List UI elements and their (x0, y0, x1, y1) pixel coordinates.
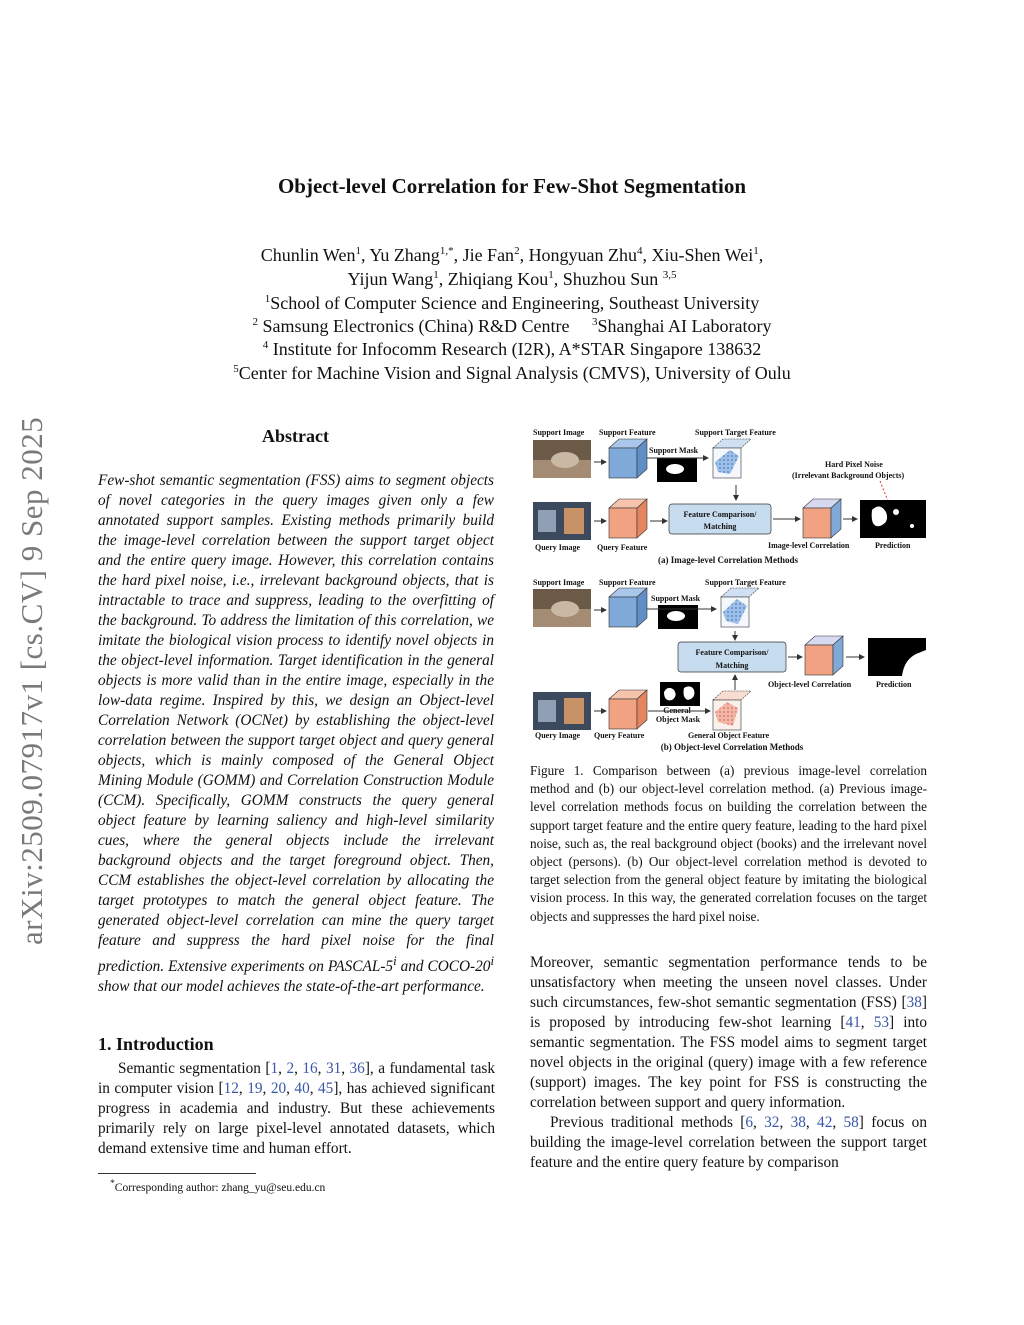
fig-a-label-support-mask: Support Mask (649, 446, 699, 455)
fig-a-mask-blob (666, 464, 684, 474)
aff-text: Center for Machine Vision and Signal Analysis (CMVS), University of Oulu (238, 363, 791, 383)
abstract-heading: Abstract (262, 426, 329, 446)
author-line-2: Yijun Wang$^1$, Zhiqiang Kou$^1$, Shuzhou Sun $^{3,5}$ (347, 269, 677, 289)
affiliation-4 (0, 334, 1024, 361)
citation-link[interactable]: 38 (790, 1114, 806, 1131)
abstract-sup: i (490, 954, 494, 968)
fig-b-label-correlation: Object-level Correlation (768, 680, 852, 689)
fig-a-noise-dot (893, 509, 899, 515)
author-sup: 1 (433, 269, 439, 281)
fig-a-label-query-feature: Query Feature (597, 543, 648, 552)
fig-a-query-person (538, 510, 556, 532)
fig-b-label-support-feature: Support Feature (599, 578, 656, 587)
fig-a-fcm-label-2: Matching (703, 522, 737, 531)
fig-b-label-general-mask: General (663, 706, 691, 715)
fig-b-subcaption: (b) Object-level Correlation Methods (660, 742, 804, 752)
aff-sup: 3 (592, 316, 598, 328)
author-sup: 1 (548, 269, 554, 281)
author-name: Chunlin Wen (260, 245, 356, 265)
fig-b-label-general-feature: General Object Feature (688, 731, 770, 740)
citation-link[interactable]: 20 (270, 1080, 287, 1097)
fig-b-query-person (538, 700, 556, 722)
figure-1 (530, 422, 928, 755)
fig-a-query-feature-cube (609, 499, 647, 538)
author-sup: 1,* (439, 245, 454, 257)
author-name: Zhiqiang Kou (447, 269, 549, 289)
aff-text: School of Computer Science and Engineering, Southeast University (270, 293, 760, 313)
aff-sup: 4 (262, 339, 269, 351)
abstract-text: show that our model achieves the state-of-the-art performance. (98, 978, 485, 996)
fig-a-label-correlation: Image-level Correlation (768, 541, 850, 550)
citation-link[interactable]: 42 (817, 1114, 833, 1131)
fig-a-support-feature-cube (609, 439, 647, 478)
citation-link[interactable]: 32 (764, 1114, 780, 1131)
citation-link[interactable]: 36 (349, 1060, 365, 1077)
intro-text: Semantic segmentation [ (118, 1060, 271, 1077)
fig-b-label-support-target-feature: Support Target Feature (705, 578, 786, 587)
citation-link[interactable]: 19 (247, 1080, 263, 1097)
fig-b-query-feature-cube (609, 690, 647, 729)
fig-b-label-query-image: Query Image (535, 731, 581, 740)
intro-text: ], has achieved significant progress in academia and industry. But these achievements primarily rely on large pixel-level annotated datasets, which demand extensive time and human effort. (98, 1080, 495, 1157)
intro-text: ], a fundamental task in computer vision [ (98, 1060, 495, 1097)
fig-b-support-target-cube (721, 588, 759, 627)
intro-heading: 1. Introduction (98, 1034, 214, 1054)
fig-b-support-feature-cube (609, 588, 647, 627)
aff-text: Samsung Electronics (China) R&D Centre (262, 316, 570, 336)
footnote-rule (98, 1173, 256, 1174)
citation-link[interactable]: 38 (906, 994, 922, 1011)
paragraph: Previous traditional methods [6, 32, 38, 42, 58] focus on building the image-level correlation between the support target feature and the entire query feature by comparison (530, 1114, 927, 1171)
affiliation-5 (0, 358, 1024, 385)
fig-a-query-cat (564, 508, 584, 534)
figure-caption: Figure 1. Comparison between (a) previous image-level correlation method and (b) our object-level correlation method. (a) Previous image-level correlation methods focus on building the correlation between the support target feature and the entire query feature, leading to the hard pixel noise, such as, the real background object (books) and the irrelevant novel object (persons). (b) Our object-level correlation method is devoted to target selection from the general object feature by imitating the biological vision process. In this way, the generated correlation focuses on the target objects and suppresses the hard pixel noise. (530, 763, 927, 924)
citation-link[interactable]: 45 (318, 1080, 334, 1097)
citation-link[interactable]: 12 (223, 1080, 239, 1097)
fig-b-fcm-label: Feature Comparison/ (695, 648, 769, 657)
fig-a-support-cat (551, 452, 579, 468)
fig-a-subcaption: (a) Image-level Correlation Methods (657, 555, 799, 565)
author-sup: 2 (514, 245, 520, 257)
fig-b-label-query-feature: Query Feature (594, 731, 645, 740)
fig-a-noise-dot (910, 524, 914, 528)
fig-a-fcm-label: Feature Comparison/ (683, 510, 757, 519)
aff-sup: 1 (264, 293, 271, 305)
fig-b-label-support-image: Support Image (533, 578, 585, 587)
fig-b-label-general-mask-2: Object Mask (655, 715, 701, 724)
fig-b-label-support-mask: Support Mask (651, 594, 701, 603)
fig-a-hard-noise: Hard Pixel Noise (825, 460, 883, 469)
aff-text: Shanghai AI Laboratory (597, 316, 772, 336)
author-sup: 1 (753, 245, 759, 257)
author-sup: 4 (637, 245, 643, 257)
body-text: ] into semantic segmentation. The FSS model aims to segment target novel objects in the original (query) image with a few reference (support) images. The key point for FSS is constructing the correlation between support and query information. (530, 1014, 927, 1111)
paragraph: Moreover, semantic segmentation performance tends to be unsatisfactory when meeting the unseen novel classes. Under such circumstances, few-shot semantic segmentation (FSS) [38] is proposed by introducing few-shot learning [41, 53] into semantic segmentation. The FSS model aims to segment target novel objects in the original (query) image with a few reference (support) images. The key point for FSS is constructing the correlation between support and query information. (530, 954, 927, 1111)
fig-a-label-support-feature: Support Feature (599, 428, 656, 437)
paper-title: Object-level Correlation for Few-Shot Segmentation (277, 174, 747, 198)
citation-link[interactable]: 6 (745, 1114, 753, 1131)
aff-sup: 2 (252, 316, 259, 328)
footnote (110, 1178, 325, 1194)
author-name: Hongyuan Zhu (528, 245, 638, 265)
fig-a-label-prediction: Prediction (875, 541, 911, 550)
aff-sup: 5 (233, 363, 239, 375)
fig-a-prediction (860, 500, 926, 538)
fig-b-query-cat (564, 698, 584, 724)
author-sup: 3,5 (662, 269, 677, 281)
aff-text: Institute for Infocomm Research (I2R), A*STAR Singapore 138632 (272, 339, 762, 359)
body-text: Moreover, semantic segmentation performance tends to be unsatisfactory when meeting the unseen novel classes. Under such circumstances, few-shot semantic segmentation (FSS) [ (530, 954, 927, 1011)
body-text: ] focus on building the image-level correlation between the support target feature and the entire query feature by comparison (530, 1114, 927, 1171)
citation-link[interactable]: 16 (302, 1060, 318, 1077)
fig-a-label-support-image: Support Image (533, 428, 585, 437)
author-name: Xiu-Shen Wei (651, 245, 754, 265)
intro-paragraph: Semantic segmentation [1, 2, 16, 31, 36], a fundamental task in computer vision [12, 19, 20, 40, 45], has achieved significant progress in academia and industry. But these achievements primarily rely on large pixel-level annotated datasets, which demand extensive time and human effort. (98, 1060, 495, 1157)
body-text: ] is proposed by introducing few-shot learning [ (530, 994, 927, 1031)
fig-b-mask-blob (667, 611, 685, 621)
citation-link[interactable]: 58 (843, 1114, 859, 1131)
fig-a-correlation-cube (803, 499, 841, 538)
abstract-text: and COCO-20 (396, 958, 491, 976)
fig-b-fcm-label-2: Matching (715, 661, 749, 670)
abstract-body (98, 471, 494, 997)
citation-link[interactable]: 2 (286, 1060, 295, 1077)
fig-a-label-support-target-feature: Support Target Feature (695, 428, 776, 437)
fig-b-correlation-cube (805, 636, 843, 675)
author-line-1: Chunlin Wen$^1$, Yu Zhang$^{1,*}$, Jie Fan$^2$, Hongyuan Zhu$^4$, Xiu-Shen Wei$^1$, (260, 245, 764, 265)
author-sup: 1 (355, 245, 361, 257)
citation-link[interactable]: 31 (325, 1060, 342, 1077)
body-text: Previous traditional methods [ (550, 1114, 746, 1131)
author-name: Shuzhou Sun (562, 269, 659, 289)
citation-link[interactable]: 1 (270, 1060, 279, 1077)
author-name: Jie Fan (462, 245, 515, 265)
footnote-mark: * (110, 1178, 115, 1189)
footnote-text: Corresponding author: zhang_yu@seu.edu.cn (114, 1181, 326, 1194)
fig-b-support-cat (551, 601, 579, 617)
citation-link[interactable]: 53 (873, 1014, 889, 1031)
right-column-body (530, 953, 927, 1173)
fig-b-general-object-cube (713, 691, 751, 730)
author-name: Yijun Wang (347, 269, 434, 289)
arxiv-identifier: arXiv:2509.07917v1 [cs.CV] 9 Sep 2025 (14, 416, 49, 945)
abstract-text: Few-shot semantic segmentation (FSS) aims to segment objects of novel categories in the query images given only a few annotated support samples. Existing methods primarily build the image-level correlation between the support target object and the entire query image. However, this correlation contains the hard pixel noise, i.e., irrelevant background objects, that is intractable to trace and suppress, leading to the overfitting of the background. To address the limitation of this correlation, we imitate the biological vision process to identify novel objects in the object-level information. Target identification in the general objects is more valid than in the entire image, especially in the low-data regime. Inspired by this, we design an Object-level Correlation Network (OCNet) by establishing the object-level correlation between the support target object and query general objects, which is mainly composed of the General Object Mining Module (GOMM) and Correlation Construction Module (CCM). Specifically, GOMM constructs the query general object feature by learning saliency and high-level similarity cues, where the general objects include the irrelevant background objects and the target foreground object. Then, CCM establishes the object-level correlation by allocating the target prototypes to match the general object feature. The generated object-level correlation can mine the query target feature and suppress the hard pixel noise for the final prediction. Extensive experiments on PASCAL-5 (98, 472, 494, 976)
fig-a-hard-noise-sub: (Irrelevant Background Objects) (792, 471, 905, 480)
fig-a-label-query-image: Query Image (535, 543, 581, 552)
author-name: Yu Zhang (369, 245, 440, 265)
citation-link[interactable]: 40 (294, 1080, 310, 1097)
fig-a-support-target-cube (713, 439, 751, 478)
abstract-sup: i (393, 954, 397, 968)
fig-b-label-prediction: Prediction (876, 680, 912, 689)
citation-link[interactable]: 41 (845, 1014, 861, 1031)
